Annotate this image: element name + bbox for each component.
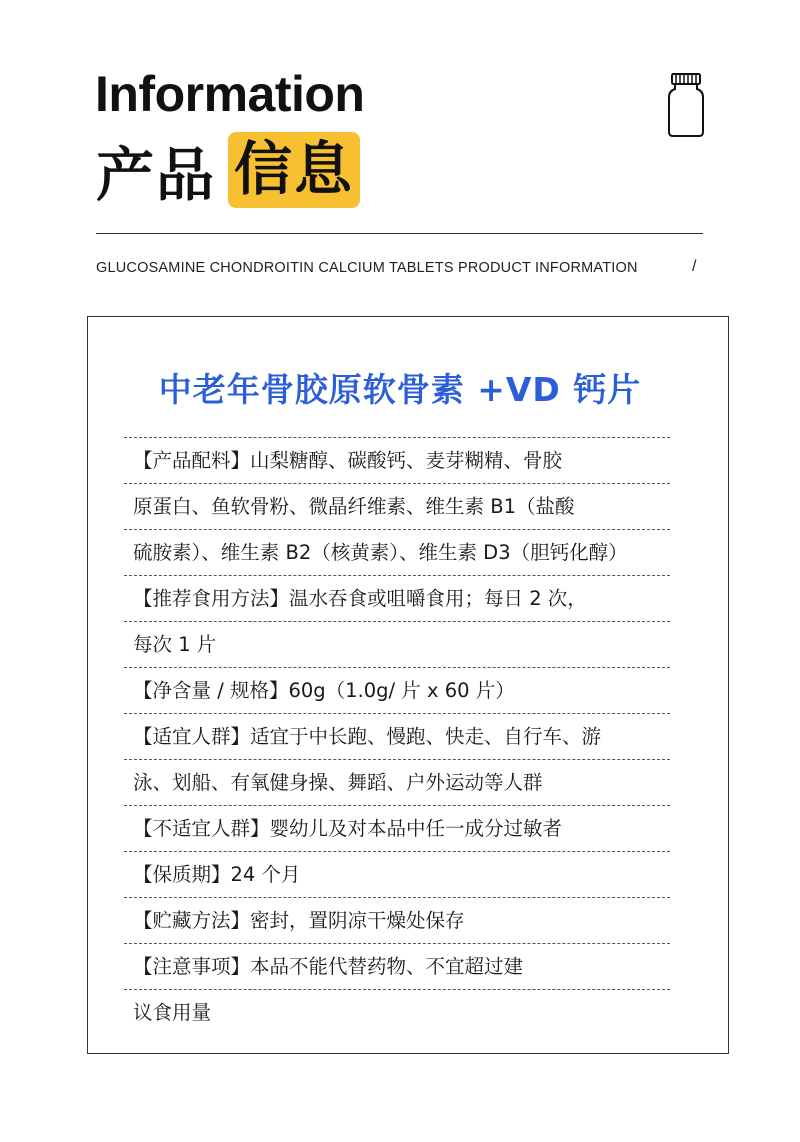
header-divider	[96, 233, 703, 234]
info-line: 【推荐食用方法】温水吞食或咀嚼食用；每日 2 次，	[124, 575, 670, 621]
info-line: 原蛋白、鱼软骨粉、微晶纤维素、维生素 B1（盐酸	[124, 483, 670, 529]
title-cn-highlight: 信息	[228, 132, 360, 208]
info-line: 【净含量 / 规格】60g（1.0g/ 片 x 60 片）	[124, 667, 670, 713]
title-cn-plain: 产品	[96, 141, 217, 209]
info-line: 【适宜人群】适宜于中长跑、慢跑、快走、自行车、游	[124, 713, 670, 759]
info-line: 【产品配料】山梨糖醇、碳酸钙、麦芽糊精、骨胶	[124, 437, 670, 483]
info-line: 硫胺素）、维生素 B2（核黄素）、维生素 D3（胆钙化醇）	[124, 529, 670, 575]
page-title-cn	[96, 132, 360, 208]
info-line: 【不适宜人群】婴幼儿及对本品中任一成分过敏者	[124, 805, 670, 851]
subtitle-slash: /	[692, 258, 697, 275]
info-line: 【保质期】24 个月	[124, 851, 670, 897]
info-line: 每次 1 片	[124, 621, 670, 667]
page-subtitle: GLUCOSAMINE CHONDROITIN CALCIUM TABLETS PRODUCT INFORMATION	[96, 260, 638, 276]
bottle-icon	[666, 72, 706, 138]
info-line: 【贮藏方法】密封，置阴凉干燥处保存	[124, 897, 670, 943]
product-name: 中老年骨胶原软骨素 +VD 钙片	[158, 370, 642, 409]
info-line: 议食用量	[124, 989, 670, 1035]
page-title-en: Information	[95, 66, 365, 122]
info-list	[124, 437, 670, 1035]
info-line: 泳、划船、有氧健身操、舞蹈、户外运动等人群	[124, 759, 670, 805]
info-line: 【注意事项】本品不能代替药物、不宜超过建	[124, 943, 670, 989]
